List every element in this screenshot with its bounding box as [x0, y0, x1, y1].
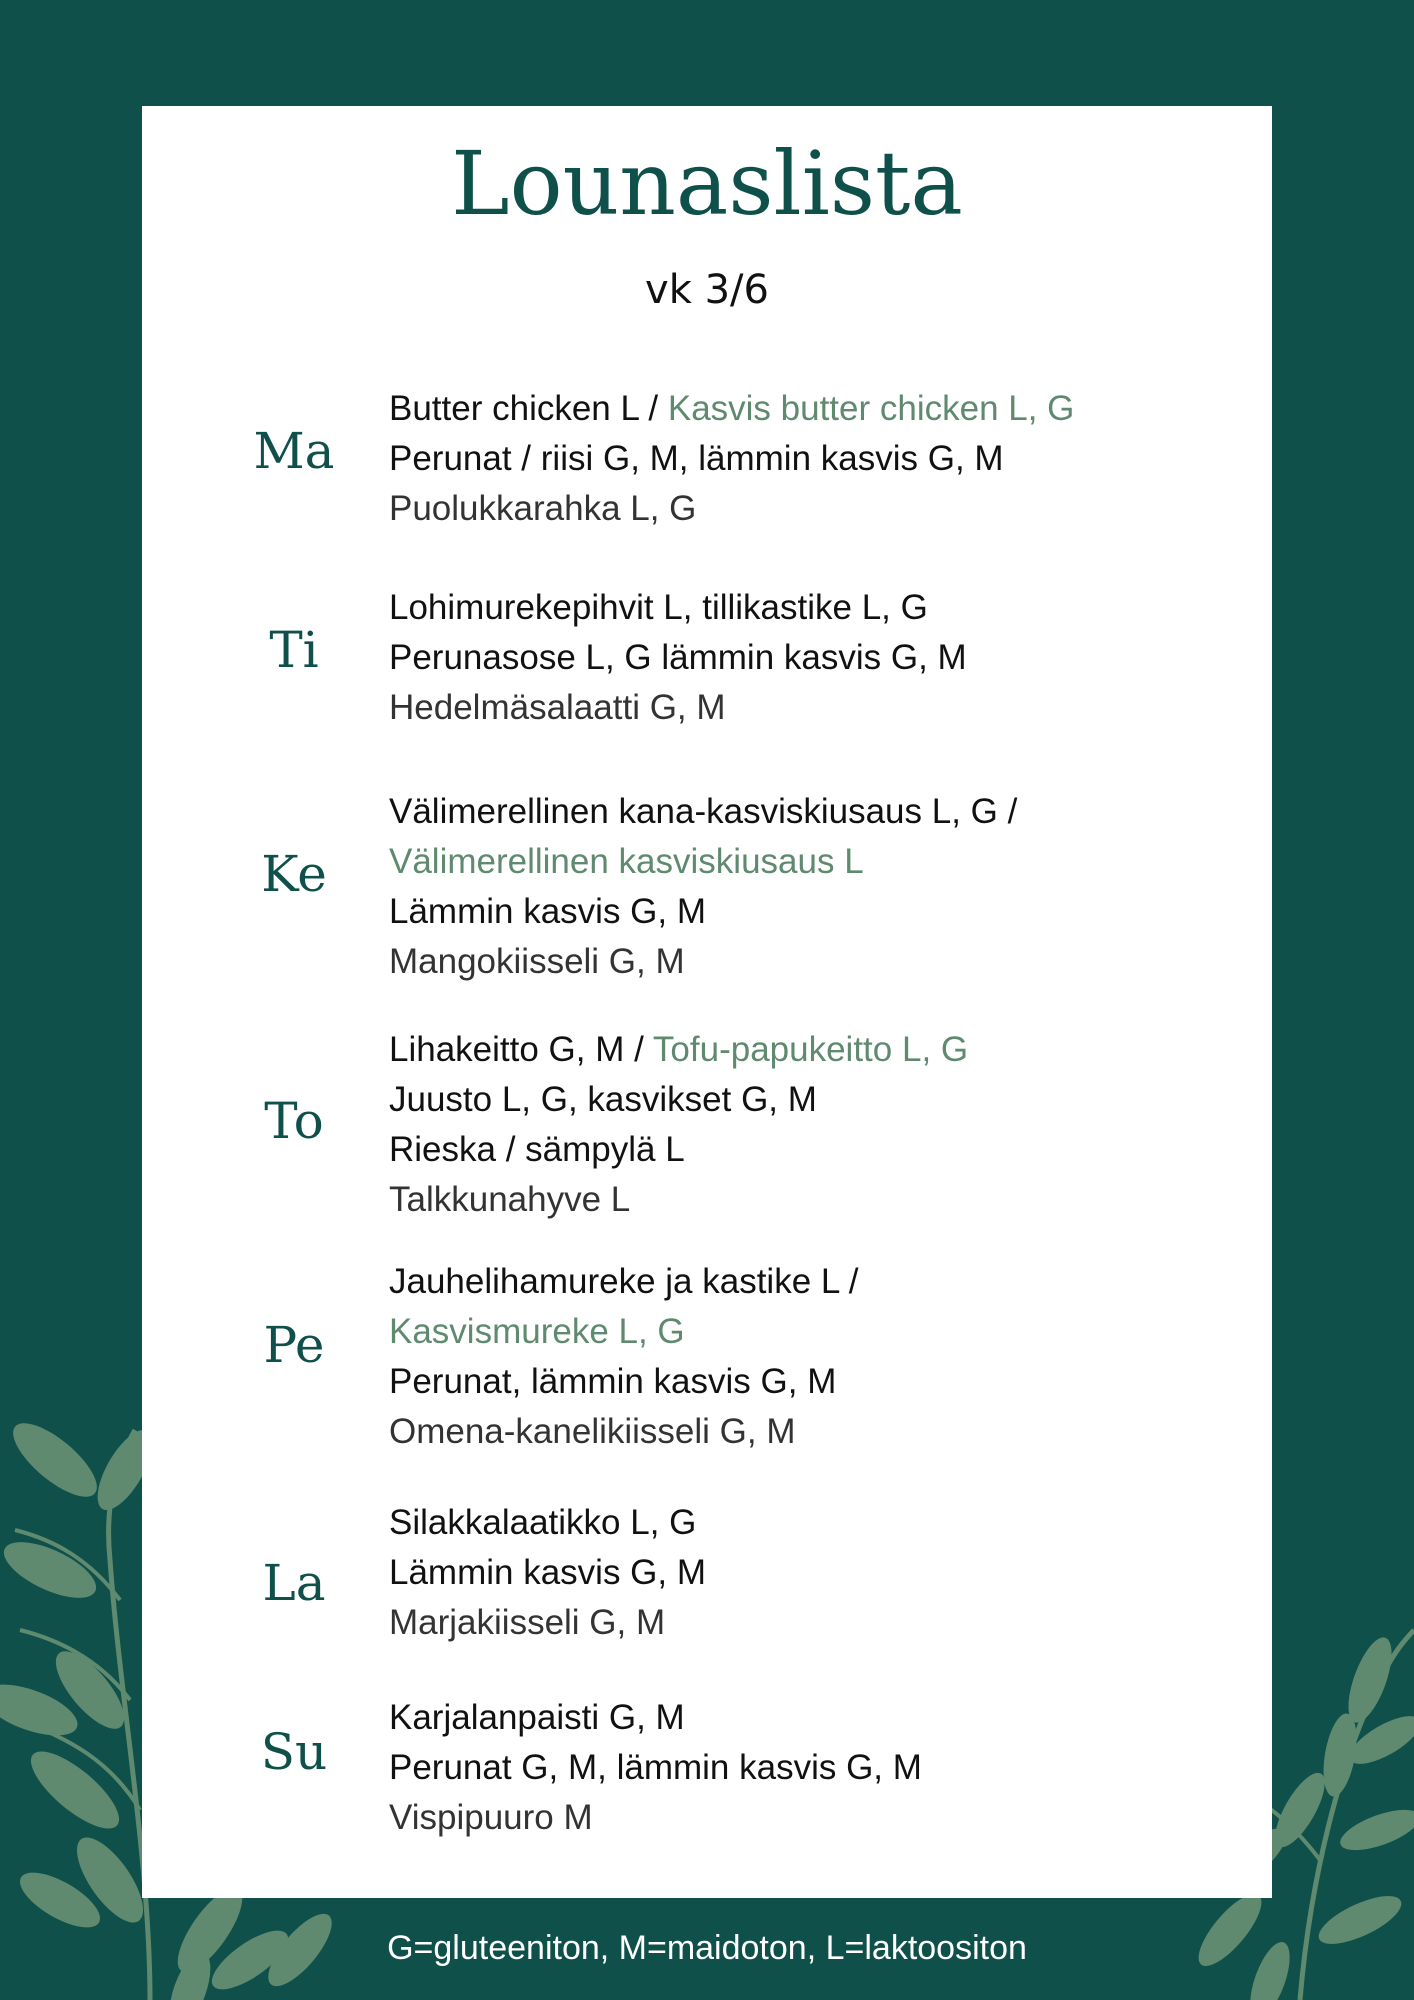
day-label-ke: Ke [261, 845, 327, 903]
dessert-line: Vispipuuro M [389, 1798, 593, 1837]
day-menu-su [389, 1693, 1229, 1843]
menu-line: Perunasose L, G lämmin kasvis G, M [389, 638, 967, 677]
menu-line: Lihakeitto G, M / Tofu-papukeitto L, G [389, 1030, 969, 1069]
day-menu-ma [389, 384, 1229, 534]
day-label-la: La [262, 1554, 326, 1612]
day-menu-la [389, 1498, 1229, 1648]
menu-line: Rieska / sämpylä L [389, 1130, 685, 1169]
page-title: Lounaslista [451, 132, 963, 235]
menu-line: Karjalanpaisti G, M [389, 1698, 685, 1737]
vegetarian-option: Kasvismureke L, G [389, 1312, 685, 1351]
week-label: vk 3/6 [645, 267, 769, 313]
menu-line: Juusto L, G, kasvikset G, M [389, 1080, 817, 1119]
day-menu-ke [389, 787, 1229, 987]
dessert-line: Talkkunahyve L [389, 1180, 631, 1219]
menu-line: Silakkalaatikko L, G [389, 1503, 697, 1542]
dessert-line: Omena-kanelikiisseli G, M [389, 1412, 796, 1451]
day-label-to: To [264, 1092, 324, 1150]
day-menu-ti [389, 583, 1229, 733]
vegetarian-option: Kasvis butter chicken L, G [667, 389, 1075, 428]
dessert-line: Puolukkarahka L, G [389, 489, 697, 528]
menu-line: Lohimurekepihvit L, tillikastike L, G [389, 588, 928, 627]
menu-line [389, 1307, 1229, 1357]
menu-line: Jauhelihamureke ja kastike L / [389, 1262, 859, 1301]
day-label-ti: Ti [269, 621, 319, 679]
day-menu-to [389, 1025, 1229, 1225]
dessert-line: Mangokiisseli G, M [389, 942, 685, 981]
menu-line: Lämmin kasvis G, M [389, 892, 706, 931]
menu-line [389, 837, 1229, 887]
vegetarian-option: Välimerellinen kasviskiusaus L [389, 842, 864, 881]
menu-line: Lämmin kasvis G, M [389, 1553, 706, 1592]
menu-line: Perunat, lämmin kasvis G, M [389, 1362, 837, 1401]
day-menu-pe [389, 1257, 1229, 1457]
day-label-su: Su [260, 1723, 328, 1781]
menu-line: Perunat / riisi G, M, lämmin kasvis G, M [389, 439, 1004, 478]
menu-line: Perunat G, M, lämmin kasvis G, M [389, 1748, 922, 1787]
vegetarian-option: Tofu-papukeitto L, G [652, 1030, 969, 1069]
menu-line: Välimerellinen kana-kasviskiusaus L, G / [389, 792, 1018, 831]
menu-line: Butter chicken L / Kasvis butter chicken L, G [389, 389, 1075, 428]
dessert-line: Marjakiisseli G, M [389, 1603, 666, 1642]
diet-legend: G=gluteeniton, M=maidoton, L=laktoositon [387, 1929, 1027, 1967]
day-label-ma: Ma [253, 422, 335, 480]
day-label-pe: Pe [263, 1316, 325, 1374]
dessert-line: Hedelmäsalaatti G, M [389, 688, 726, 727]
